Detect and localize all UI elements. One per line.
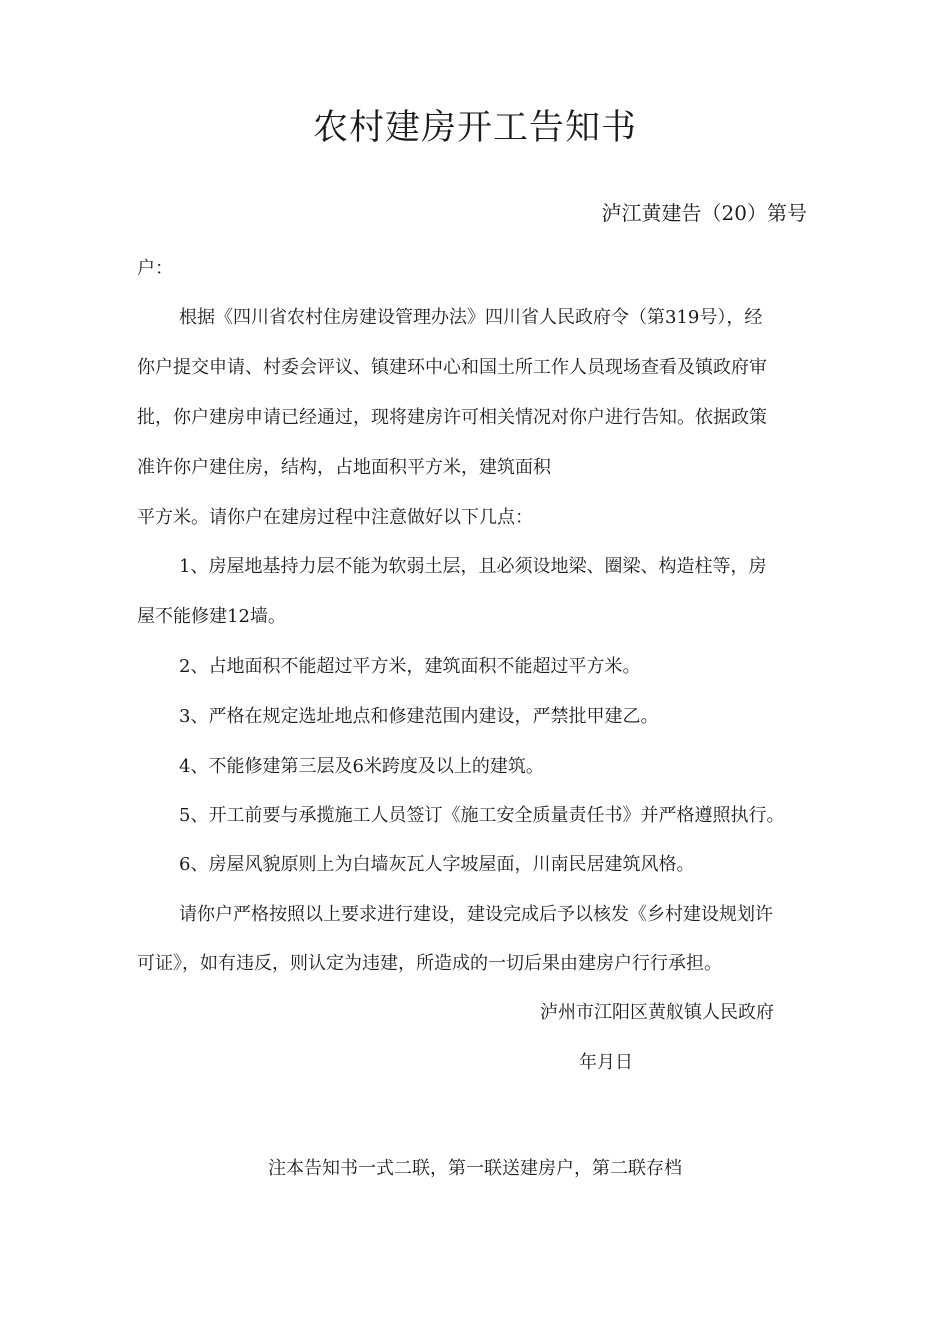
- requirement-item-2: 2、占地面积不能超过平方米，建筑面积不能超过平方米。: [179, 656, 641, 677]
- intro-line: 准许你户建住房，结构，占地面积平方米，建筑面积: [137, 457, 551, 478]
- closing-line: 请你户严格按照以上要求进行建设，建设完成后予以核发《乡村建设规划许: [179, 904, 773, 925]
- recipient-line: 户：: [137, 258, 173, 279]
- document-number: 泸江黄建告（20）第号: [601, 201, 807, 225]
- intro-line: 平方米。请你户在建房过程中注意做好以下几点：: [137, 507, 533, 528]
- intro-line: 批，你户建房申请已经通过，现将建房许可相关情况对你户进行告知。依据政策: [137, 407, 767, 428]
- requirement-item-1: 1、房屋地基持力层不能为软弱土层，且必须设地梁、圈梁、构造柱等，房: [179, 556, 767, 577]
- requirement-item-1-cont: 屋不能修建12墙。: [137, 606, 286, 627]
- requirement-item-6: 6、房屋风貌原则上为白墙灰瓦人字坡屋面，川南民居建筑风格。: [179, 854, 695, 875]
- requirement-item-4: 4、不能修建第三层及6米跨度及以上的建筑。: [179, 756, 544, 777]
- requirement-item-5: 5、开工前要与承揽施工人员签订《施工安全质量责任书》并严格遵照执行。: [179, 805, 785, 826]
- issue-date: 年月日: [579, 1052, 633, 1073]
- issuing-organization: 泸州市江阳区黄舣镇人民政府: [540, 1002, 774, 1023]
- footnote: 注本告知书一式二联，第一联送建房户，第二联存档: [268, 1158, 682, 1179]
- closing-line: 可证》，如有违反，则认定为违建，所造成的一切后果由建房户行行承担。: [137, 953, 722, 974]
- intro-line: 你户提交申请、村委会评议、镇建环中心和国土所工作人员现场查看及镇政府审: [137, 357, 767, 378]
- requirement-item-3: 3、严格在规定选址地点和修建范围内建设，严禁批甲建乙。: [179, 706, 659, 727]
- document-title: 农村建房开工告知书: [312, 108, 637, 148]
- intro-line: 根据《四川省农村住房建设管理办法》四川省人民政府令（第319号），经: [179, 307, 763, 328]
